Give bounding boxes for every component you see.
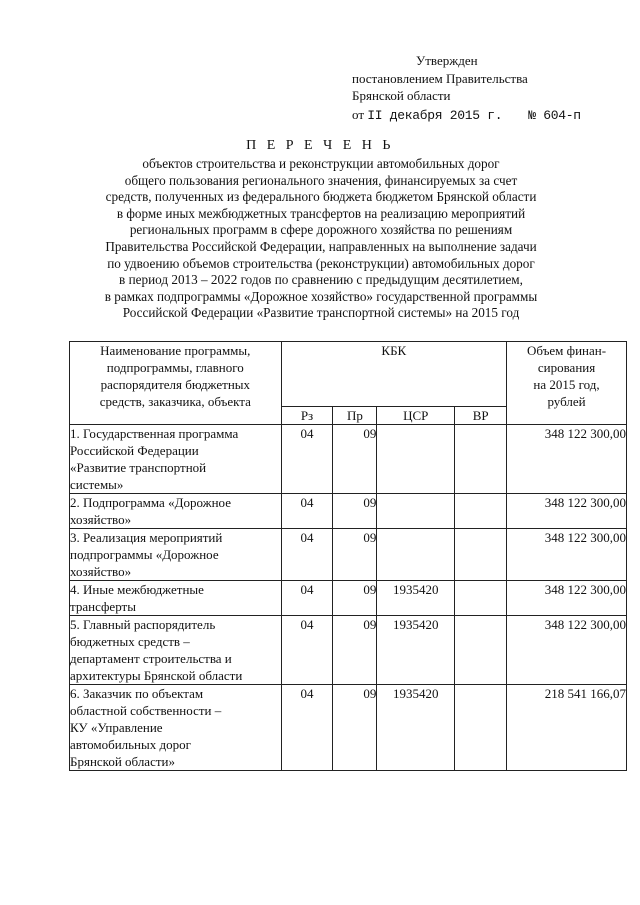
table-row xyxy=(70,529,627,581)
row-name-line: Брянской области» xyxy=(70,754,175,769)
row-pr: 09 xyxy=(333,425,377,494)
row-rz: 04 xyxy=(281,616,333,685)
row-vr xyxy=(455,616,507,685)
row-name-cell xyxy=(70,685,282,771)
header-name-line: средств, заказчика, объекта xyxy=(99,394,251,409)
row-sum: 348 122 300,00 xyxy=(507,529,627,581)
row-name-line: 6. Заказчик по объектам xyxy=(70,686,204,701)
row-csr: 1935420 xyxy=(377,616,455,685)
row-name-line: хозяйство» xyxy=(70,512,132,527)
header-kbk: КБК xyxy=(281,342,507,407)
header-name-line: Наименование программы, xyxy=(100,343,251,358)
row-vr xyxy=(455,425,507,494)
approval-resolution: постановлением Правительства xyxy=(352,70,528,86)
header-csr: ЦСР xyxy=(377,407,455,425)
row-csr xyxy=(377,494,455,529)
row-name-line: 3. Реализация мероприятий xyxy=(70,530,223,545)
row-sum: 348 122 300,00 xyxy=(507,616,627,685)
row-name-line: 4. Иные межбюджетные xyxy=(70,582,204,597)
header-sum-cell xyxy=(507,342,627,425)
row-name-cell xyxy=(70,529,282,581)
document-subtitle xyxy=(76,156,566,322)
row-rz: 04 xyxy=(281,529,333,581)
funding-table xyxy=(69,341,627,771)
subtitle-line: общего пользования регионального значения, финансируемых за счет xyxy=(124,172,518,188)
row-csr: 1935420 xyxy=(377,581,455,616)
subtitle-line: Российской Федерации «Развитие транспортной системы» на 2015 год xyxy=(122,305,520,321)
row-sum: 348 122 300,00 xyxy=(507,494,627,529)
row-name-line: КУ «Управление xyxy=(70,720,163,735)
approval-block xyxy=(352,52,581,124)
header-name-cell xyxy=(70,342,282,425)
row-pr: 09 xyxy=(333,685,377,771)
subtitle-line: средств, полученных из федерального бюджета бюджетом Брянской области xyxy=(105,189,537,205)
row-name-line: областной собственности – xyxy=(70,703,222,718)
row-vr xyxy=(455,494,507,529)
subtitle-line: в форме иных межбюджетных трансфертов на реализацию мероприятий xyxy=(116,205,526,221)
header-sum-line: на 2015 год, xyxy=(533,377,600,392)
table-header-row xyxy=(70,342,627,407)
approval-date: II декабря 2015 г. xyxy=(367,107,503,123)
row-sum: 348 122 300,00 xyxy=(507,581,627,616)
header-sum-line: рублей xyxy=(547,394,586,409)
header-rz: Рз xyxy=(281,407,333,425)
table-row xyxy=(70,494,627,529)
subtitle-line: региональных программ в сфере дорожного хозяйства по решениям xyxy=(129,222,513,238)
row-rz: 04 xyxy=(281,494,333,529)
row-pr: 09 xyxy=(333,616,377,685)
row-vr xyxy=(455,685,507,771)
row-pr: 09 xyxy=(333,529,377,581)
approval-approved: Утвержден xyxy=(416,53,478,68)
row-name-line: 5. Главный распорядитель xyxy=(70,617,216,632)
approval-date-line xyxy=(352,106,581,125)
header-pr: Пр xyxy=(333,407,377,425)
header-name-line: подпрограммы, главного xyxy=(106,360,244,375)
row-rz: 04 xyxy=(281,425,333,494)
row-name-line: департамент строительства и xyxy=(70,651,232,666)
row-rz: 04 xyxy=(281,685,333,771)
row-name-line: автомобильных дорог xyxy=(70,737,191,752)
row-csr: 1935420 xyxy=(377,685,455,771)
row-name-line: «Развитие транспортной xyxy=(70,460,207,475)
header-vr: ВР xyxy=(455,407,507,425)
table-row xyxy=(70,581,627,616)
row-name-line: трансферты xyxy=(70,599,136,614)
subtitle-line: объектов строительства и реконструкции автомобильных дорог xyxy=(142,156,500,171)
subtitle-line: в рамках подпрограммы «Дорожное хозяйство» государственной программы xyxy=(104,288,538,304)
row-vr xyxy=(455,529,507,581)
row-name-cell xyxy=(70,616,282,685)
approval-number: № 604-п xyxy=(528,107,581,123)
row-name-line: архитектуры Брянской области xyxy=(70,668,243,683)
row-name-cell xyxy=(70,494,282,529)
row-pr: 09 xyxy=(333,581,377,616)
row-name-cell xyxy=(70,581,282,616)
row-csr xyxy=(377,529,455,581)
subtitle-line: в период 2013 – 2022 годов по сравнению с предыдущим десятилетием, xyxy=(119,272,523,288)
subtitle-line: по удвоению объемов строительства (реконструкции) автомобильных дорог xyxy=(107,255,535,271)
row-name-line: 1. Государственная программа xyxy=(70,426,239,441)
table-row xyxy=(70,616,627,685)
table-row xyxy=(70,425,627,494)
row-rz: 04 xyxy=(281,581,333,616)
approval-government: Брянской области xyxy=(352,88,451,103)
row-sum: 218 541 166,07 xyxy=(507,685,627,771)
row-sum: 348 122 300,00 xyxy=(507,425,627,494)
row-name-line: Российской Федерации xyxy=(70,443,199,458)
row-name-line: бюджетных средств – xyxy=(70,634,190,649)
row-name-line: системы» xyxy=(70,477,124,492)
row-name-line: 2. Подпрограмма «Дорожное xyxy=(70,495,231,510)
header-sum-line: Объем финан- xyxy=(527,343,607,358)
header-name-line: распорядителя бюджетных xyxy=(100,377,251,392)
row-name-line: хозяйство» xyxy=(70,564,132,579)
table-row xyxy=(70,685,627,771)
row-pr: 09 xyxy=(333,494,377,529)
header-sum-line: сирования xyxy=(537,360,596,375)
approval-date-prefix: от xyxy=(352,106,365,122)
row-name-cell xyxy=(70,425,282,494)
row-vr xyxy=(455,581,507,616)
row-name-line: подпрограммы «Дорожное xyxy=(70,547,219,562)
document-title: П Е Р Е Ч Е Н Ь xyxy=(246,138,394,153)
subtitle-line: Правительства Российской Федерации, направленных на выполнение задачи xyxy=(105,238,537,254)
row-csr xyxy=(377,425,455,494)
